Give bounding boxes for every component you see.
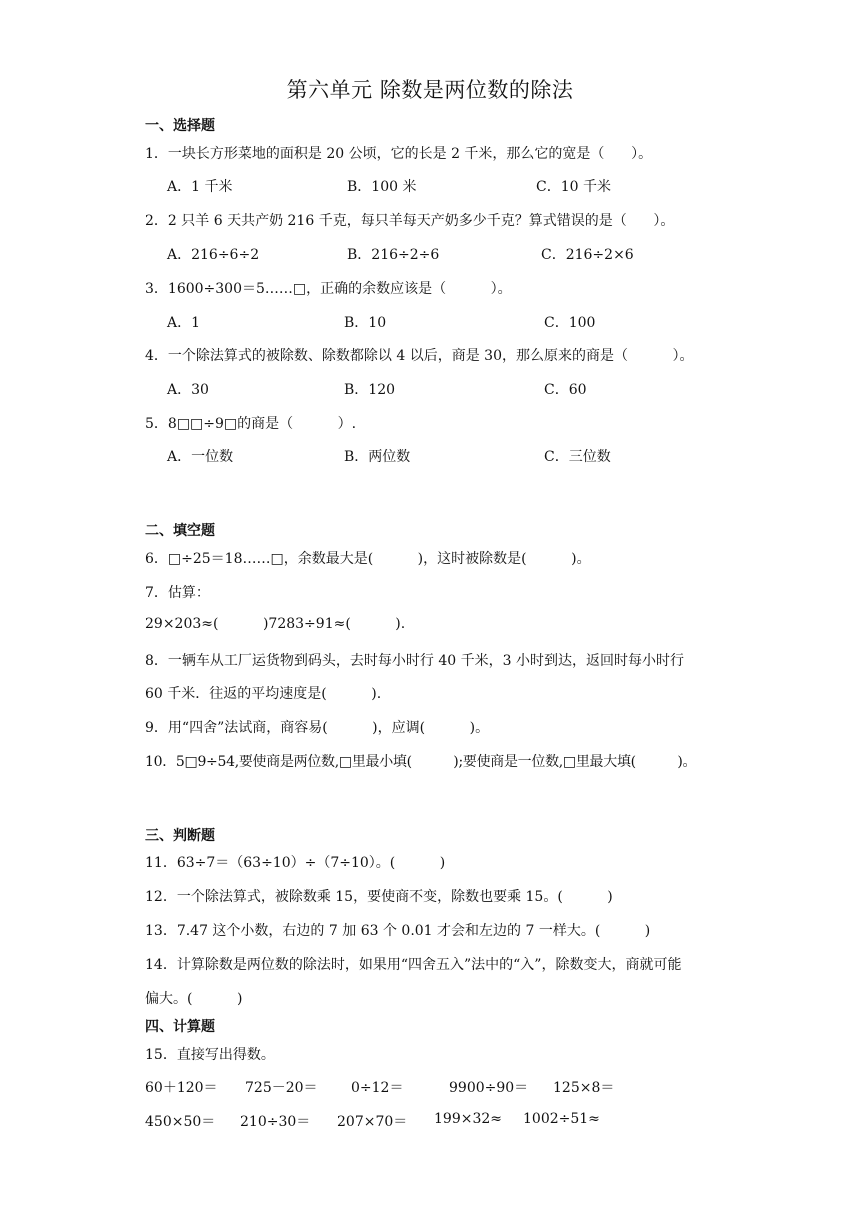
q3-option-c: C．100 [544,315,596,331]
question-14-line2: 偏大。( ) [145,991,243,1007]
question-13: 13．7.47 这个小数，右边的 7 加 63 个 0.01 才会和左边的 7 一样大。( ) [145,923,651,939]
question-6: 6．□÷25＝18……□，余数最大是( )，这时被除数是( )。 [145,551,591,567]
q2-option-c: C．216÷2×6 [541,247,634,263]
q2-option-b: B．216÷2÷6 [347,247,440,263]
section-heading-fill: 二、填空题 [145,523,215,539]
q2-option-a: A．216÷6÷2 [167,247,260,263]
question-5: 5．8□□÷9□的商是（ ）. [145,416,357,432]
calc-item: 0÷12＝ [351,1080,404,1096]
calc-item: 210÷30＝ [240,1114,311,1130]
calc-item: 125×8＝ [553,1080,615,1096]
question-10: 10．5□9÷54,要使商是两位数,□里最小填( );要使商是一位数,□里最大填( )。 [145,754,697,770]
calc-item: 207×70＝ [337,1114,408,1130]
q5-option-b: B．两位数 [344,449,411,465]
calc-item: 199×32≈ [434,1111,502,1127]
calc-item: 725－20＝ [245,1080,318,1096]
q3-option-a: A．1 [167,315,201,331]
question-4: 4．一个除法算式的被除数、除数都除以 4 以后，商是 30，那么原来的商是（ ）。 [145,348,694,364]
calc-item: 60＋120＝ [145,1080,218,1096]
question-7-estimate: 29×203≈( )7283÷91≈( ). [145,616,406,632]
question-12: 12．一个除法算式，被除数乘 15，要使商不变，除数也要乘 15。( ) [145,889,613,905]
question-3: 3．1600÷300＝5……□，正确的余数应该是（ ）。 [145,281,512,297]
q1-option-a: A．1 千米 [167,179,233,195]
calc-item: 1002÷51≈ [523,1111,600,1127]
question-11: 11．63÷7＝（63÷10）÷（7÷10）。( ) [145,855,446,871]
question-7: 7．估算： [145,585,210,601]
section-heading-judge: 三、判断题 [145,828,215,844]
q4-option-a: A．30 [167,382,209,398]
q4-option-b: B．120 [344,382,396,398]
question-8-line1: 8．一辆车从工厂运货物到码头，去时每小时行 40 千米，3 小时到达，返回时每小时行 [145,653,684,669]
question-9: 9．用“四舍”法试商，商容易( )，应调( )。 [145,720,490,736]
question-1: 1．一块长方形菜地的面积是 20 公顷，它的长是 2 千米，那么它的宽是（ ）。 [145,146,653,162]
question-8-line2: 60 千米．往返的平均速度是( ). [145,686,382,702]
q1-option-b: B．100 米 [347,179,417,195]
q5-option-a: A．一位数 [167,449,234,465]
q5-option-c: C．三位数 [544,449,611,465]
question-14-line1: 14．计算除数是两位数的除法时，如果用“四舍五入”法中的“入”，除数变大，商就可能 [145,957,682,973]
section-heading-choice: 一、选择题 [145,118,215,134]
question-15: 15．直接写出得数。 [145,1047,275,1063]
q3-option-b: B．10 [344,315,387,331]
q4-option-c: C．60 [544,382,587,398]
page-title: 第六单元 除数是两位数的除法 [286,78,574,102]
calc-item: 450×50＝ [145,1114,216,1130]
q1-option-c: C．10 千米 [536,179,611,195]
question-2: 2．2 只羊 6 天共产奶 216 千克，每只羊每天产奶多少千克？算式错误的是（ ）。 [145,213,675,229]
calc-item: 9900÷90＝ [449,1080,529,1096]
section-heading-calc: 四、计算题 [145,1019,215,1035]
